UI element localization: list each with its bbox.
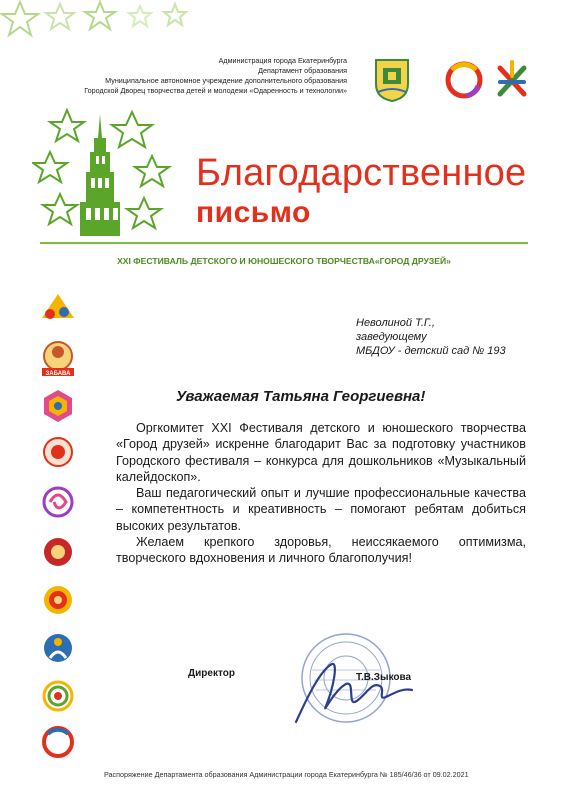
header-logos [372,58,532,102]
logo-zabava-icon [42,342,74,377]
recipient-position: заведующему [356,331,427,343]
logo-spiral-icon [44,488,72,516]
logo-sun-icon [44,438,72,466]
stars-decoration-icon [0,0,190,40]
body-paragraph: Оргкомитет XXI Фестиваля детского и юношеского творчества «Город друзей» искренне благодарит Вас за подготовку участников Городского фестиваля – конкурса для дошкольников «Музыкальный калейдоскоп». [116,421,526,484]
issuer-header [27,56,347,96]
header-line-palace: Городской Дворец творчества детей и молодежи «Одаренность и технологии» [84,86,347,95]
greeting: Уважаемая Татьяна Георгиевна! [176,388,426,405]
body-paragraph: Ваш педагогический опыт и лучшие профессиональные качества – компетентность и креативность – помогают ребятам добиться высоких результатов. [116,486,526,533]
title-main: Благодарственное [196,152,527,194]
letter-body [116,420,526,567]
logo-hexagon-icon [44,390,72,422]
recipient-name: Неволиной Т.Г., [356,317,435,329]
stamp-and-signature [276,630,426,740]
logo-ring-icon [44,728,72,756]
header-line-administration: Администрация города Екатеринбурга [218,56,347,65]
header-line-institution: Муниципальное автономное учреждение дополнительного образования [105,76,347,85]
festival-star-logo-icon [500,62,524,94]
footer-order-reference: Распоряжение Департамента образования Администрации города Екатеринбурга № 185/46/36 от 09.02.2021 [104,770,469,779]
logo-flower-icon [44,586,72,614]
logo-person-icon [44,634,72,662]
title-secondary: письмо [196,196,311,229]
recipient-organization: МБДОУ - детский сад № 193 [356,345,506,357]
tower-emblem-icon [32,108,182,238]
palace-ring-logo-icon [448,64,480,96]
city-coat-of-arms-icon [376,60,408,101]
body-paragraph: Желаем крепкого здоровья, неиссякаемого оптимизма, творческого вдохновения и личного благополучия! [116,535,526,566]
title-divider [40,242,528,244]
director-name: Т.В.Зыкова [356,672,412,683]
logo-rainbow-icon [44,682,72,710]
logo-zabava-label: ЗАБАВА [45,371,71,377]
recipient-block [356,316,506,358]
director-label: Директор [188,668,235,679]
side-logo-column-icon [36,290,80,770]
logo-paintbrush-icon [42,294,74,319]
header-line-department: Департамент образования [258,66,347,75]
festival-name: XXI ФЕСТИВАЛЬ ДЕТСКОГО И ЮНОШЕСКОГО ТВОРЧЕСТВА«ГОРОД ДРУЗЕЙ» [117,256,451,266]
logo-emblem-red-icon [44,538,72,566]
